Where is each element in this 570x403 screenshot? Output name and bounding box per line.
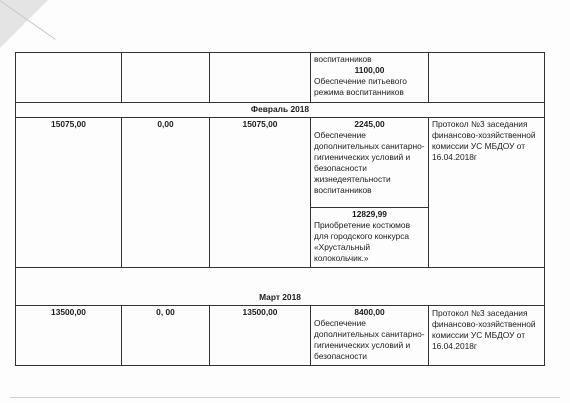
amount-value: 8400,00 bbox=[354, 307, 385, 317]
purpose-cell bbox=[311, 118, 429, 208]
spent-amount: 15075,00 bbox=[210, 118, 311, 268]
protocol-cell: Протокол №3 заседания финансово-хозяйственной комиссии УС МБДОУ от 16.04.2018г bbox=[429, 118, 545, 268]
amount-value: 12829,99 bbox=[352, 209, 387, 219]
amount-value: 2245,00 bbox=[354, 119, 385, 129]
finance-table bbox=[15, 52, 545, 366]
table-row-february bbox=[16, 118, 545, 208]
balance-amount: 0, 00 bbox=[122, 306, 210, 366]
month-header-row bbox=[16, 103, 545, 118]
spent-amount: 13500,00 bbox=[210, 306, 311, 366]
month-header-february: Февраль 2018 bbox=[16, 103, 545, 118]
page-bottom-rule bbox=[10, 397, 560, 398]
table-cell bbox=[210, 53, 311, 103]
purpose-text: Обеспечение дополнительных санитарно-гигиенических условий и безопасности bbox=[314, 318, 425, 361]
purpose-text: Обеспечение дополнительных санитарно-гигиенических условий и безопасности жизнедеятельности воспитанников bbox=[314, 130, 425, 195]
purpose-text: Обеспечение питьевого режима воспитанников bbox=[314, 76, 407, 97]
received-amount: 13500,00 bbox=[16, 306, 122, 366]
table-row-march bbox=[16, 306, 545, 366]
table-cell bbox=[429, 53, 545, 103]
protocol-cell: Протокол №3 заседания финансово-хозяйственной комиссии УС МБДОУ от 16.04.2018г bbox=[429, 306, 545, 366]
received-amount: 15075,00 bbox=[16, 118, 122, 268]
amount-value: 1100,00 bbox=[354, 65, 385, 75]
purpose-text: Приобретение костюмов для городского конкурса «Хрустальный колокольчик.» bbox=[314, 220, 411, 263]
table-row-continuation bbox=[16, 53, 545, 103]
month-header-march: Март 2018 bbox=[16, 268, 545, 306]
purpose-cell bbox=[311, 306, 429, 366]
table-cell bbox=[16, 53, 122, 103]
purpose-text: воспитанников bbox=[314, 54, 372, 64]
month-header-row bbox=[16, 268, 545, 306]
balance-amount: 0,00 bbox=[122, 118, 210, 268]
table-cell bbox=[122, 53, 210, 103]
purpose-cell bbox=[311, 53, 429, 103]
purpose-cell bbox=[311, 208, 429, 268]
folded-corner bbox=[0, 0, 48, 48]
